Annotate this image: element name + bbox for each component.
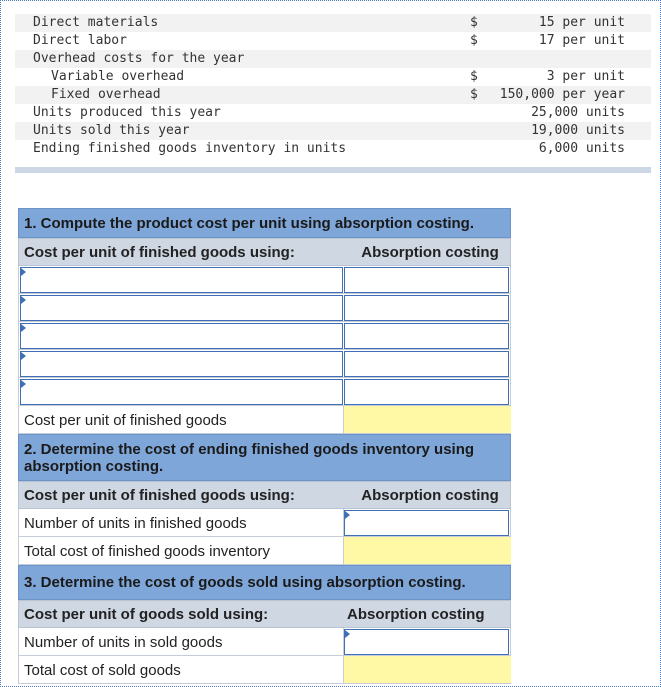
info-label: Overhead costs for the year — [33, 51, 245, 66]
dropdown-marker-icon — [21, 380, 26, 388]
section3-row-total — [18, 656, 511, 684]
info-dollar: $ — [470, 69, 478, 84]
info-value: 3 per unit — [546, 69, 625, 84]
units-sold-goods-input[interactable] — [344, 629, 509, 655]
section2-title: 2. Determine the cost of ending finished goods inventory using absorption costing. — [18, 434, 511, 481]
info-row-direct-materials — [15, 14, 651, 32]
info-row-variable-overhead — [15, 68, 651, 86]
info-value: 17 per unit — [538, 33, 625, 48]
cost-item-amount-input[interactable] — [344, 379, 509, 405]
section1-input-row — [18, 294, 511, 322]
cost-item-amount-input[interactable] — [344, 351, 509, 377]
section2-row-total — [18, 537, 511, 565]
section1-title: 1. Compute the product cost per unit using absorption costing. — [18, 208, 511, 238]
section1-col1-header: Cost per unit of finished goods using: — [24, 244, 295, 261]
section1-header — [18, 238, 511, 266]
units-finished-goods-label: Number of units in finished goods — [24, 515, 247, 532]
info-label: Variable overhead — [51, 69, 185, 84]
cost-item-label-input[interactable] — [20, 379, 343, 405]
section3-col2-header: Absorption costing — [347, 606, 485, 623]
info-dollar: $ — [470, 87, 478, 102]
info-row-units-sold — [15, 122, 651, 140]
section1-input-row — [18, 322, 511, 350]
info-label: Units produced this year — [33, 105, 221, 120]
section3-header — [18, 600, 511, 628]
section3-title: 3. Determine the cost of goods sold using absorption costing. — [18, 565, 511, 600]
cost-item-amount-input[interactable] — [344, 323, 509, 349]
cost-item-label-input[interactable] — [20, 323, 343, 349]
section2-row-units — [18, 509, 511, 537]
section2-col1-header: Cost per unit of finished goods using: — [24, 487, 295, 504]
info-value: 150,000 per year — [499, 87, 625, 102]
section1-total-label: Cost per unit of finished goods — [24, 412, 227, 429]
separator-bar — [15, 167, 651, 173]
answer-table — [18, 208, 511, 684]
units-sold-goods-label: Number of units in sold goods — [24, 634, 223, 651]
info-row-ending-inventory — [15, 140, 651, 158]
cost-item-amount-input[interactable] — [344, 267, 509, 293]
cost-item-label-input[interactable] — [20, 267, 343, 293]
info-label: Direct materials — [33, 15, 159, 30]
info-label: Fixed overhead — [51, 87, 161, 102]
info-dollar: $ — [470, 15, 478, 30]
total-finished-goods-cell — [344, 537, 511, 564]
info-row-direct-labor — [15, 32, 651, 50]
dropdown-marker-icon — [345, 511, 350, 519]
info-value: 25,000 units — [531, 105, 625, 120]
info-label: Ending finished goods inventory in units — [33, 141, 347, 156]
dropdown-marker-icon — [21, 352, 26, 360]
info-dollar: $ — [470, 33, 478, 48]
total-sold-goods-label: Total cost of sold goods — [24, 662, 181, 679]
cost-item-label-input[interactable] — [20, 295, 343, 321]
dropdown-marker-icon — [21, 296, 26, 304]
cost-per-unit-total-cell — [344, 406, 511, 433]
section3-row-units — [18, 628, 511, 656]
total-finished-goods-label: Total cost of finished goods inventory — [24, 543, 270, 560]
total-sold-goods-cell — [344, 656, 511, 683]
dropdown-marker-icon — [21, 324, 26, 332]
cost-item-label-input[interactable] — [20, 351, 343, 377]
info-label: Direct labor — [33, 33, 127, 48]
section3-col1-header: Cost per unit of goods sold using: — [24, 606, 269, 623]
section2-header — [18, 481, 511, 509]
section1-input-row — [18, 378, 511, 406]
info-value: 6,000 units — [538, 141, 625, 156]
section1-col2-header: Absorption costing — [361, 244, 499, 261]
dropdown-marker-icon — [21, 268, 26, 276]
units-finished-goods-input[interactable] — [344, 510, 509, 536]
info-value: 15 per unit — [538, 15, 625, 30]
section1-input-row — [18, 266, 511, 294]
given-data-table — [15, 14, 651, 158]
section2-col2-header: Absorption costing — [361, 487, 499, 504]
cost-item-amount-input[interactable] — [344, 295, 509, 321]
section1-total-row — [18, 406, 511, 434]
info-row-fixed-overhead — [15, 86, 651, 104]
info-label: Units sold this year — [33, 123, 190, 138]
info-row-units-produced — [15, 104, 651, 122]
info-row-overhead-heading — [15, 50, 651, 68]
section1-input-row — [18, 350, 511, 378]
dropdown-marker-icon — [345, 630, 350, 638]
info-value: 19,000 units — [531, 123, 625, 138]
